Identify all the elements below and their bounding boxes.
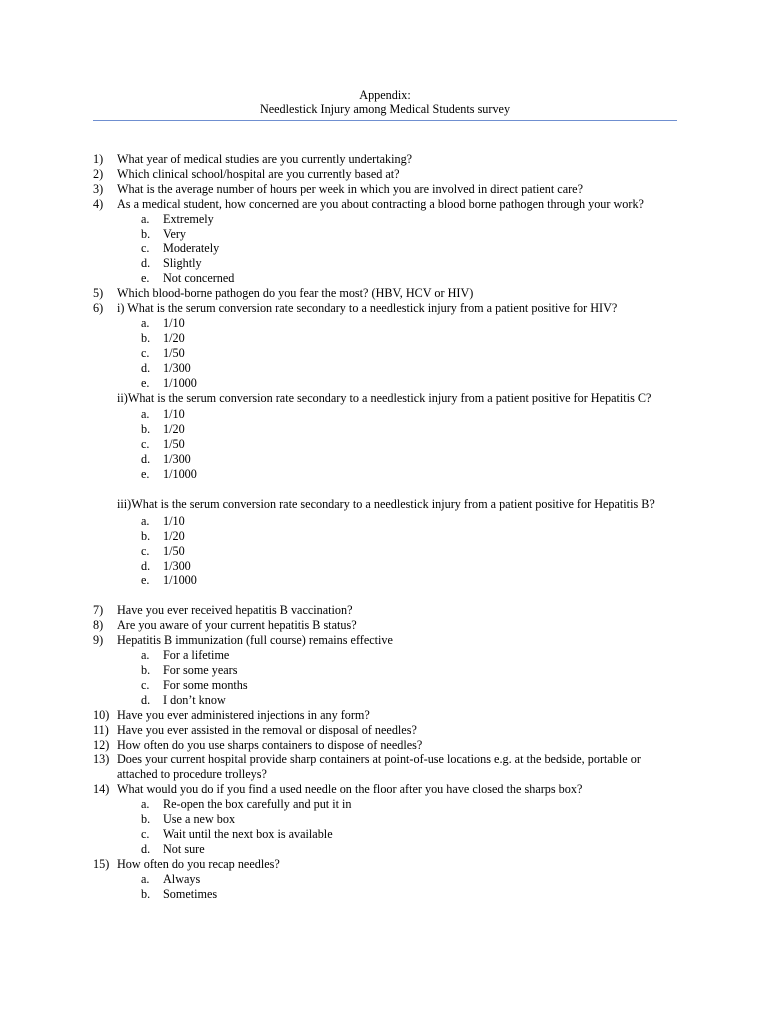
answer-option bbox=[93, 872, 683, 887]
option-letter: d. bbox=[141, 841, 151, 856]
question-text: Are you aware of your current hepatitis B status? bbox=[117, 618, 357, 633]
answer-option bbox=[93, 842, 683, 857]
answer-option bbox=[93, 663, 683, 678]
option-letter: a. bbox=[141, 871, 150, 886]
option-letter: e. bbox=[141, 467, 150, 482]
option-letter: b. bbox=[141, 886, 151, 901]
option-letter: b. bbox=[141, 422, 151, 437]
question-14 bbox=[93, 782, 683, 797]
option-text: 1/1000 bbox=[163, 573, 197, 588]
question-3 bbox=[93, 182, 683, 197]
option-letter: a. bbox=[141, 797, 150, 812]
option-text: Wait until the next box is available bbox=[163, 826, 333, 841]
question-15 bbox=[93, 857, 683, 872]
answer-option bbox=[93, 514, 683, 529]
spacer bbox=[93, 588, 683, 603]
option-text: 1/1000 bbox=[163, 375, 197, 390]
option-text: Moderately bbox=[163, 241, 220, 256]
option-letter: e. bbox=[141, 271, 150, 286]
option-text: Sometimes bbox=[163, 886, 218, 901]
option-text: 1/50 bbox=[163, 543, 185, 558]
answer-options bbox=[93, 797, 683, 857]
option-letter: b. bbox=[141, 812, 151, 827]
answer-option bbox=[93, 271, 683, 286]
question-12 bbox=[93, 738, 683, 753]
option-letter: c. bbox=[141, 543, 150, 558]
question-6-part-iii: iii)What is the serum conversion rate secondary to a needlestick injury from a patient positive for Hepatitis B? bbox=[117, 496, 655, 511]
question-text: How often do you use sharps containers to dispose of needles? bbox=[117, 737, 423, 752]
option-letter: a. bbox=[141, 648, 150, 663]
question-text: Have you ever administered injections in any form? bbox=[117, 707, 370, 722]
question-number: 2) bbox=[93, 166, 104, 181]
question-number: 1) bbox=[93, 152, 104, 166]
question-text: Have you ever assisted in the removal or disposal of needles? bbox=[117, 722, 417, 737]
question-10 bbox=[93, 708, 683, 723]
question-text: Have you ever received hepatitis B vaccination? bbox=[117, 603, 353, 618]
option-letter: b. bbox=[141, 528, 151, 543]
option-letter: d. bbox=[141, 452, 151, 467]
answer-option bbox=[93, 331, 683, 346]
option-text: 1/20 bbox=[163, 528, 185, 543]
question-text: Which clinical school/hospital are you currently based at? bbox=[117, 166, 400, 181]
question-2 bbox=[93, 167, 683, 182]
option-text: Extremely bbox=[163, 211, 214, 226]
option-letter: b. bbox=[141, 663, 151, 677]
question-6-part-ii: ii)What is the serum conversion rate secondary to a needlestick injury from a patient positive for Hepatitis C? bbox=[117, 390, 652, 405]
answer-option bbox=[93, 316, 683, 331]
survey-title: Needlestick Injury among Medical Students survey bbox=[259, 102, 511, 116]
option-text: 1/1000 bbox=[163, 467, 197, 482]
question-text: Does your current hospital provide sharp containers at point-of-use locations e.g. at the bedside, portable or attached to procedure trolleys? bbox=[117, 752, 641, 782]
spacer bbox=[93, 482, 683, 497]
option-text: 1/20 bbox=[163, 330, 185, 345]
question-11 bbox=[93, 723, 683, 738]
question-text: How often do you recap needles? bbox=[117, 856, 280, 871]
answer-option bbox=[93, 256, 683, 271]
question-text: Hepatitis B immunization (full course) remains effective bbox=[117, 633, 393, 648]
option-letter: d. bbox=[141, 360, 151, 375]
answer-option bbox=[93, 346, 683, 361]
question-number: 15) bbox=[93, 856, 110, 871]
question-number: 13) bbox=[93, 752, 110, 767]
option-text: Use a new box bbox=[163, 812, 236, 827]
answer-option bbox=[93, 212, 683, 227]
answer-option bbox=[93, 573, 683, 588]
answer-options bbox=[93, 648, 683, 708]
option-text: Re-open the box carefully and put it in bbox=[163, 797, 352, 812]
option-text: 1/300 bbox=[163, 558, 191, 573]
option-letter: e. bbox=[141, 375, 150, 390]
answer-option bbox=[93, 407, 683, 422]
answer-option bbox=[93, 529, 683, 544]
answer-option bbox=[93, 437, 683, 452]
question-number: 3) bbox=[93, 181, 104, 196]
question-text: What year of medical studies are you currently undertaking? bbox=[117, 152, 413, 166]
option-letter: c. bbox=[141, 677, 150, 692]
question-text: i) What is the serum conversion rate secondary to a needlestick injury from a patient positive for HIV? bbox=[117, 301, 618, 316]
option-letter: d. bbox=[141, 558, 151, 573]
option-text: Always bbox=[163, 871, 201, 886]
option-letter: e. bbox=[141, 573, 150, 588]
option-letter: c. bbox=[141, 437, 150, 452]
option-letter: d. bbox=[141, 692, 151, 707]
option-text: 1/10 bbox=[163, 315, 185, 330]
option-text: For some months bbox=[163, 677, 248, 692]
question-number: 11) bbox=[93, 722, 109, 737]
answer-option bbox=[93, 812, 683, 827]
question-number: 8) bbox=[93, 618, 104, 633]
question-8 bbox=[93, 618, 683, 633]
question-list bbox=[93, 152, 683, 902]
answer-option bbox=[93, 693, 683, 708]
question-number: 5) bbox=[93, 286, 104, 301]
option-text: 1/20 bbox=[163, 422, 185, 437]
option-letter: a. bbox=[141, 315, 150, 330]
appendix-heading: Appendix: bbox=[359, 88, 411, 102]
option-letter: b. bbox=[141, 226, 151, 241]
question-number: 14) bbox=[93, 782, 110, 797]
option-text: I don’t know bbox=[163, 692, 226, 707]
answer-option bbox=[93, 227, 683, 242]
option-text: Not sure bbox=[163, 841, 205, 856]
answer-option bbox=[93, 452, 683, 467]
answer-option bbox=[93, 648, 683, 663]
option-letter: c. bbox=[141, 826, 150, 841]
option-text: For some years bbox=[163, 663, 238, 677]
option-text: 1/300 bbox=[163, 452, 191, 467]
answer-options bbox=[93, 316, 683, 391]
answer-option bbox=[93, 678, 683, 693]
question-text: What is the average number of hours per week in which you are involved in direct patient care? bbox=[117, 181, 583, 196]
answer-option bbox=[93, 361, 683, 376]
option-letter: a. bbox=[141, 513, 150, 528]
option-text: 1/50 bbox=[163, 437, 185, 452]
question-text: What would you do if you find a used needle on the floor after you have closed the sharps box? bbox=[117, 782, 583, 797]
question-4 bbox=[93, 197, 683, 212]
question-text: Which blood-borne pathogen do you fear the most? (HBV, HCV or HIV) bbox=[117, 286, 474, 301]
option-text: Slightly bbox=[163, 256, 202, 271]
option-text: 1/10 bbox=[163, 513, 185, 528]
question-9 bbox=[93, 633, 683, 648]
option-text: 1/300 bbox=[163, 360, 191, 375]
question-7 bbox=[93, 603, 683, 618]
answer-option bbox=[93, 544, 683, 559]
answer-options bbox=[93, 407, 683, 482]
option-letter: c. bbox=[141, 241, 150, 256]
question-number: 12) bbox=[93, 737, 110, 752]
question-number: 10) bbox=[93, 707, 110, 722]
question-number: 7) bbox=[93, 603, 104, 618]
option-text: For a lifetime bbox=[163, 648, 230, 663]
title-divider bbox=[93, 120, 677, 121]
question-6 bbox=[93, 301, 683, 316]
option-letter: a. bbox=[141, 407, 150, 422]
answer-options bbox=[93, 514, 683, 589]
option-text: 1/10 bbox=[163, 407, 185, 422]
answer-option bbox=[93, 376, 683, 391]
answer-option bbox=[93, 467, 683, 482]
question-5 bbox=[93, 286, 683, 301]
answer-option bbox=[93, 422, 683, 437]
option-letter: a. bbox=[141, 211, 150, 226]
question-number: 9) bbox=[93, 633, 104, 648]
question-number: 4) bbox=[93, 196, 104, 211]
answer-options bbox=[93, 212, 683, 287]
answer-options bbox=[93, 872, 683, 902]
answer-option bbox=[93, 827, 683, 842]
option-text: Not concerned bbox=[163, 271, 235, 286]
option-text: 1/50 bbox=[163, 345, 185, 360]
option-letter: c. bbox=[141, 345, 150, 360]
answer-option bbox=[93, 241, 683, 256]
answer-option bbox=[93, 797, 683, 812]
option-text: Very bbox=[163, 226, 187, 241]
option-letter: d. bbox=[141, 256, 151, 271]
answer-option bbox=[93, 887, 683, 902]
question-1 bbox=[93, 152, 683, 167]
question-number: 6) bbox=[93, 301, 104, 316]
question-text: As a medical student, how concerned are you about contracting a blood borne pathogen through your work? bbox=[117, 196, 644, 211]
option-letter: b. bbox=[141, 330, 151, 345]
answer-option bbox=[93, 559, 683, 574]
question-13 bbox=[93, 752, 683, 782]
